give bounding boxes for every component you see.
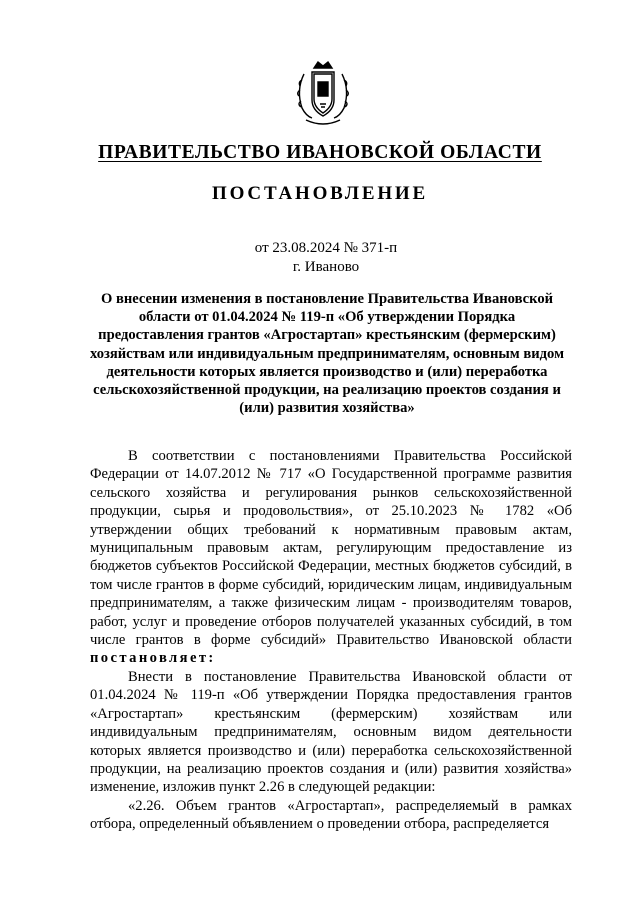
body-paragraph: Внести в постановление Правительства Ивановской области от 01.04.2024 № 119-п «Об утверждении Порядка предоставления грантов «Агростартап» крестьянским (фермерским) хозяйствам или индивидуальным предпринимателям, основным видом деятельности которых является производство и (или) переработка сельскохозяйственной продукции, на реализацию проектов создания и (или) развития хозяйства» изменение, изложив пункт 2.26 в следующей редакции: [90,668,572,796]
body-paragraph: «2.26. Объем грантов «Агростартап», распределяемый в рамках отбора, определенный объявлением о проведении отбора, распределяется [90,797,572,833]
document-type: ПОСТАНОВЛЕНИЕ [212,183,428,204]
organization-name: ПРАВИТЕЛЬСТВО ИВАНОВСКОЙ ОБЛАСТИ [98,142,542,163]
document-body [90,447,572,834]
document-title: О внесении изменения в постановление Правительства Ивановской области от 01.04.2024 № 119-п «Об утверждении Порядка предоставления грантов «Агростартап» крестьянским (фермерским) хозяйствам или индивидуальным предпринимателям, основным видом деятельности которых является производство и (или) переработка сельскохозяйственной продукции, на реализацию проектов создания и (или) развития хозяйства» [89,291,565,417]
document-city: г. Иваново [292,259,360,275]
body-paragraph [90,447,572,668]
preamble-text: В соответствии с постановлениями Правительства Российской Федерации от 14.07.2012 № 717 «О Государственной программе развития сельского хозяйства и регулирования рынков сельскохозяйственной продукции, сырья и продовольствия», от 25.10.2023 № 1782 «Об утверждении общих требований к нормативным правовым актам, муниципальным правовым актам, регулирующим предоставление из бюджетов субъектов Российской Федерации, местных бюджетов субсидий, в том числе грантов в форме субсидий, юридическим лицам, индивидуальным предпринимателям, а также физическим лицам - производителям товаров, работ, услуг и проведение отборов получателей указанных субсидий, в том числе грантов в форме субсидий» Правительство Ивановской области [90,448,572,649]
decree-word: постановляет: [90,650,216,667]
coat-of-arms-icon [292,60,354,130]
document-date-number: от 23.08.2024 № 371-п [254,240,398,256]
